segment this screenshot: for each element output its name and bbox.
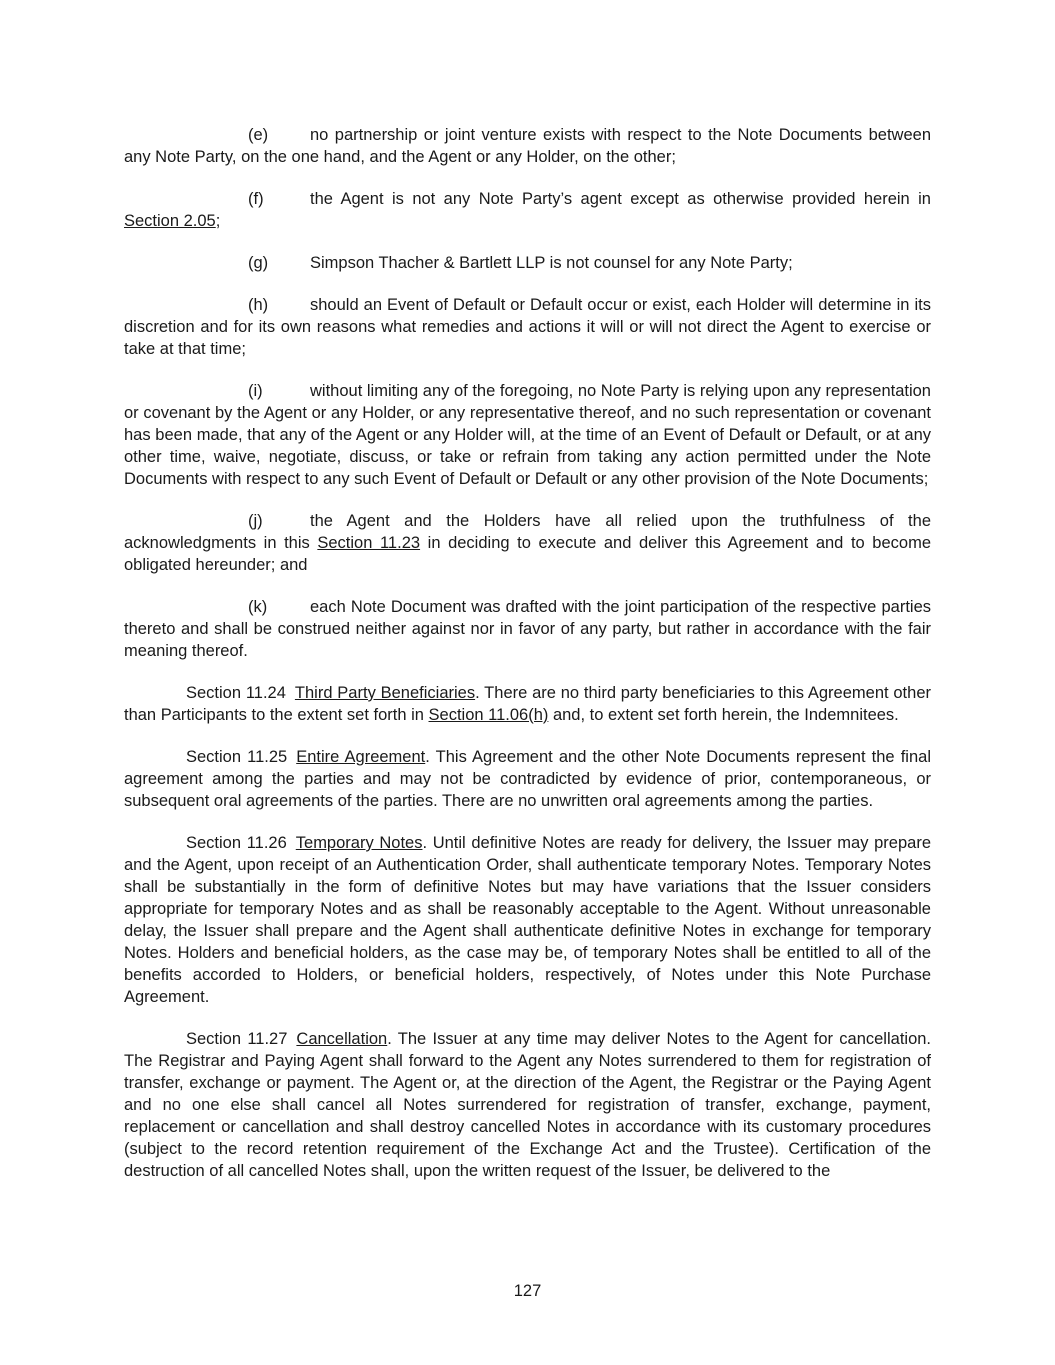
clause-h <box>124 294 931 360</box>
section-title: Entire Agreement <box>296 748 426 766</box>
clause-text: no partnership or joint venture exists with respect to the Note Documents between any Note Party, on the one hand, and the Agent or any Holder, on the other; <box>124 126 931 166</box>
clause-text: the Agent is not any Note Party’s agent except as otherwise provided herein in <box>310 190 931 208</box>
section-11-26 <box>124 832 931 1008</box>
clause-e <box>124 124 931 168</box>
section-reference: Section 11.23 <box>317 534 421 552</box>
clause-k <box>124 596 931 662</box>
section-title: Temporary Notes <box>295 834 423 852</box>
clause-text-suffix: ; <box>215 212 221 230</box>
clause-marker: (j) <box>248 512 263 530</box>
section-11-25 <box>124 746 931 812</box>
section-number: Section 11.27 <box>186 1030 288 1048</box>
clause-j <box>124 510 931 576</box>
section-reference: Section 2.05 <box>124 212 216 230</box>
clause-text-suffix: in deciding to execute and deliver this Agreement and to become obligated hereunder; and <box>124 534 931 574</box>
clause-text: Simpson Thacher & Bartlett LLP is not counsel for any Note Party; <box>310 254 793 272</box>
section-number: Section 11.25 <box>186 748 288 766</box>
section-text-suffix: and, to extent set forth herein, the Indemnitees. <box>548 706 899 724</box>
clause-text: should an Event of Default or Default occur or exist, each Holder will determine in its discretion and for its own reasons what remedies and actions it will or will not direct the Agent to exercise or take at that time; <box>124 296 931 358</box>
clause-text: each Note Document was drafted with the joint participation of the respective parties thereto and shall be construed neither against nor in favor of any party, but rather in accordance with the fair meaning thereof. <box>124 598 931 660</box>
section-title: Third Party Beneficiaries <box>294 684 476 702</box>
clause-marker: (k) <box>248 598 268 616</box>
page-number: 127 <box>513 1282 542 1300</box>
section-text: . There are no third party beneficiaries to this Agreement other than Participants to the extent set forth in <box>124 684 931 724</box>
clause-marker: (e) <box>248 126 269 144</box>
section-11-27 <box>124 1028 931 1182</box>
clause-marker: (f) <box>248 190 264 208</box>
clause-i <box>124 380 931 490</box>
clause-f <box>124 188 931 232</box>
clause-marker: (h) <box>248 296 269 314</box>
document-page <box>124 124 931 1202</box>
section-11-24 <box>124 682 931 726</box>
clause-text: the Agent and the Holders have all relied upon the truthfulness of the acknowledgments in this <box>124 512 931 552</box>
section-text: . The Issuer at any time may deliver Notes to the Agent for cancellation. The Registrar and Paying Agent shall forward to the Agent any Notes surrendered to them for registration of transfer, exchange or payment. The Agent or, at the direction of the Agent, the Registrar or the Paying Agent and no one else shall cancel all Notes surrendered for registration of transfer, exchange, payment, replacement or cancellation and shall destroy cancelled Notes in accordance with its customary procedures (subject to the record retention requirement of the Exchange Act and the Trustee). Certification of the destruction of all cancelled Notes shall, upon the written request of the Issuer, be delivered to the <box>124 1030 932 1180</box>
clause-marker: (i) <box>248 382 263 400</box>
section-number: Section 11.26 <box>186 834 287 852</box>
section-text: . This Agreement and the other Note Documents represent the final agreement among the parties and may not be contradicted by evidence of prior, contemporaneous, or subsequent oral agreements of the parties. There are no unwritten oral agreements among the parties. <box>124 748 931 810</box>
section-number: Section 11.24 <box>186 684 286 702</box>
section-title: Cancellation <box>296 1030 388 1048</box>
clause-g <box>124 252 931 274</box>
section-reference: Section 11.06(h) <box>428 706 549 724</box>
section-text: . Until definitive Notes are ready for delivery, the Issuer may prepare and the Agent, upon receipt of an Authentication Order, shall authenticate temporary Notes. Temporary Notes shall be substantially in the form of definitive Notes but may have variations that the Issuer considers appropriate for temporary Notes and as shall be reasonably acceptable to the Agent. Without unreasonable delay, the Issuer shall prepare and the Agent shall authenticate definitive Notes in exchange for temporary Notes. Holders and beneficial holders, as the case may be, of temporary Notes shall be entitled to all of the benefits accorded to Holders, or beneficial holders, respectively, of Notes under this Note Purchase Agreement. <box>124 834 931 1006</box>
clause-text: without limiting any of the foregoing, no Note Party is relying upon any representation or covenant by the Agent or any Holder, or any representative thereof, and no such representation or covenant has been made, that any of the Agent or any Holder will, at the time of an Event of Default or Default, or at any other time, waive, negotiate, discuss, or take or refrain from taking any action permitted under the Note Documents with respect to any such Event of Default or Default or any other provision of the Note Documents; <box>124 382 931 488</box>
clause-marker: (g) <box>248 254 269 272</box>
